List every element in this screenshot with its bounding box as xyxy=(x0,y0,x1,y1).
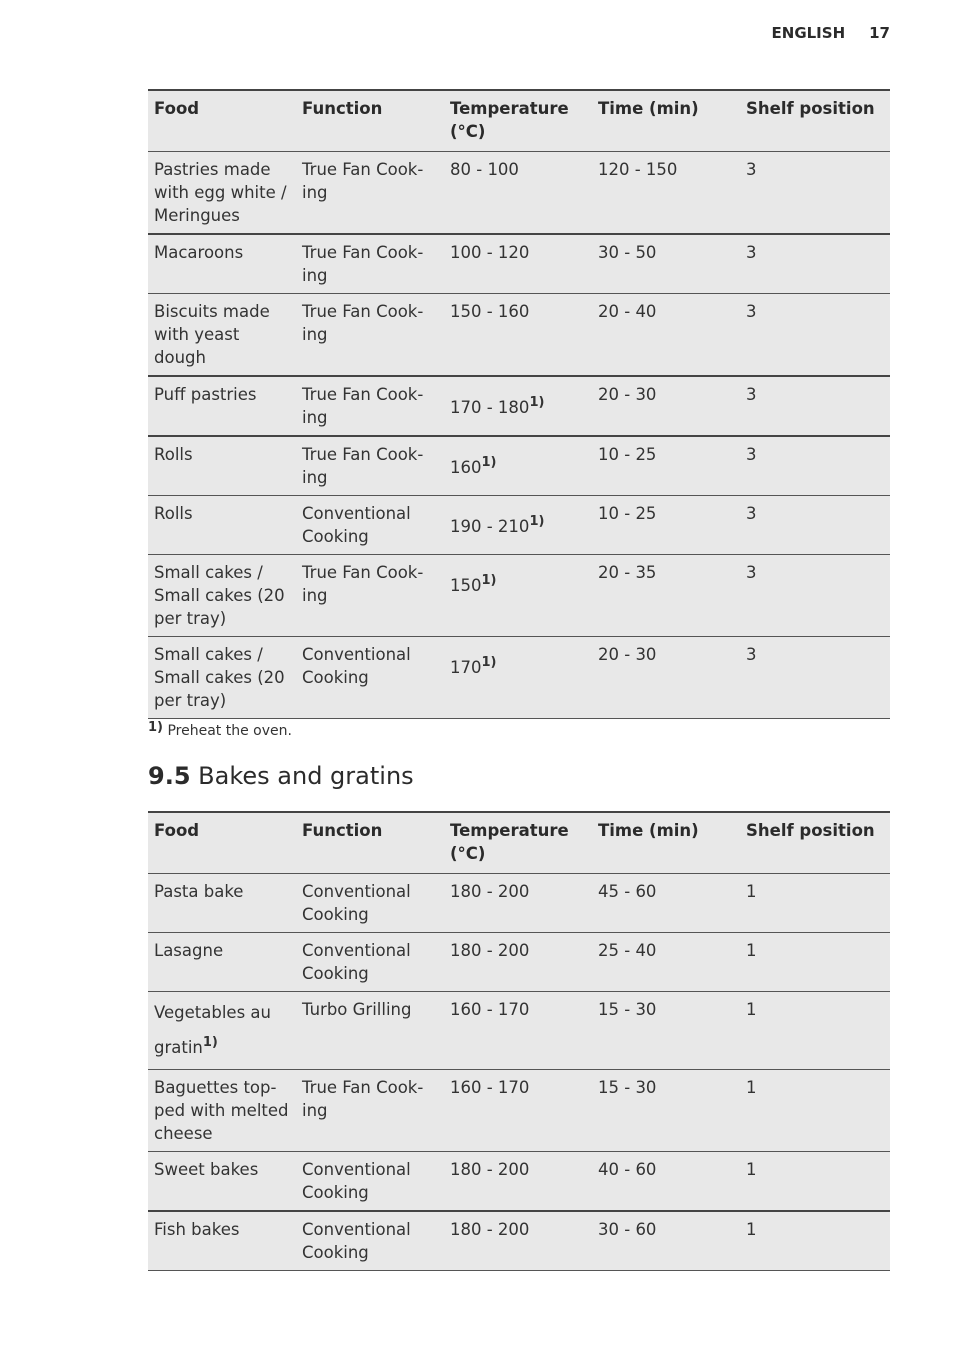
temperature-cell xyxy=(444,152,592,235)
function-cell: True Fan Cook-ing xyxy=(302,302,424,344)
function-cell: True Fan Cook-ing xyxy=(302,1078,424,1120)
time-cell: 45 - 60 xyxy=(598,882,657,901)
table-row xyxy=(148,992,890,1070)
temperature-value: 170 xyxy=(450,658,482,677)
temperature-with-note xyxy=(450,383,544,419)
temperature-cell xyxy=(444,234,592,294)
footnote-mark: 1) xyxy=(148,720,163,735)
time-cell: 20 - 40 xyxy=(598,302,657,321)
food-cell: Macaroons xyxy=(154,243,244,262)
table-row xyxy=(148,496,890,555)
food-cell xyxy=(148,933,296,992)
food-value: Sweet bakes xyxy=(154,1160,259,1179)
col-header-shelf: Shelf position xyxy=(746,99,875,118)
temperature-cell: 180 - 200 xyxy=(450,1220,530,1239)
table-row xyxy=(148,294,890,377)
temperature-cell xyxy=(444,436,592,496)
table-row xyxy=(148,1070,890,1152)
temperature-with-note xyxy=(450,643,497,679)
col-header-temperature: Temperature (°C) xyxy=(450,99,569,141)
time-cell: 40 - 60 xyxy=(598,1160,657,1179)
food-cell: Rolls xyxy=(154,445,193,464)
footnote-ref: 1) xyxy=(529,395,545,410)
temperature-cell xyxy=(444,637,592,719)
section-title: Bakes and gratins xyxy=(198,762,414,790)
shelf-cell: 1 xyxy=(746,1160,757,1179)
table-row xyxy=(148,152,890,235)
shelf-cell: 1 xyxy=(746,1078,757,1097)
baking-table xyxy=(148,89,890,719)
col-header-shelf: Shelf position xyxy=(746,821,875,840)
function-cell: True Fan Cook-ing xyxy=(302,243,424,285)
time-cell: 20 - 30 xyxy=(598,385,657,404)
temperature-with-note xyxy=(450,502,544,538)
time-cell: 10 - 25 xyxy=(598,504,657,523)
temperature-value: 190 - 210 xyxy=(450,517,530,536)
function-cell: Conventional Cooking xyxy=(302,1160,411,1202)
footnote-text: Preheat the oven. xyxy=(167,723,292,739)
footnote-ref: 1) xyxy=(481,573,497,588)
food-cell xyxy=(148,992,296,1070)
table-row xyxy=(148,1152,890,1212)
temperature-cell xyxy=(444,376,592,436)
time-cell: 20 - 35 xyxy=(598,563,657,582)
time-cell: 20 - 30 xyxy=(598,645,657,664)
col-header-food: Food xyxy=(154,821,200,840)
function-cell: Conventional Cooking xyxy=(302,645,411,687)
col-header-time: Time (min) xyxy=(598,99,699,118)
footnote xyxy=(148,720,292,739)
col-header-function: Function xyxy=(302,821,383,840)
temperature-value: 150 - 160 xyxy=(450,302,530,321)
shelf-cell: 3 xyxy=(746,645,757,664)
food-cell xyxy=(148,1070,296,1152)
food-cell: Rolls xyxy=(154,504,193,523)
temperature-value: 80 - 100 xyxy=(450,160,519,179)
table-row xyxy=(148,637,890,719)
function-cell: Conventional Cooking xyxy=(302,941,411,983)
shelf-cell: 3 xyxy=(746,563,757,582)
food-cell: Biscuits made with yeast dough xyxy=(154,302,270,367)
bakes-gratins-table-body xyxy=(148,874,890,1271)
temperature-cell xyxy=(444,555,592,637)
table-row xyxy=(148,555,890,637)
shelf-cell: 1 xyxy=(746,1220,757,1239)
shelf-cell: 3 xyxy=(746,243,757,262)
section-number: 9.5 xyxy=(148,762,191,790)
table-row xyxy=(148,376,890,436)
table-row xyxy=(148,436,890,496)
table-row xyxy=(148,874,890,933)
food-cell: Small cakes / Small cakes (20 per tray) xyxy=(154,645,285,710)
temperature-with-note xyxy=(450,443,497,479)
time-cell: 10 - 25 xyxy=(598,445,657,464)
time-cell: 15 - 30 xyxy=(598,1078,657,1097)
time-cell: 15 - 30 xyxy=(598,1000,657,1019)
language-label: ENGLISH xyxy=(771,24,846,42)
shelf-cell: 3 xyxy=(746,504,757,523)
page-header xyxy=(772,24,890,42)
time-cell: 30 - 50 xyxy=(598,243,657,262)
table-row xyxy=(148,234,890,294)
col-header-food: Food xyxy=(154,99,200,118)
function-cell: True Fan Cook-ing xyxy=(302,160,424,202)
temperature-value: 150 xyxy=(450,576,482,595)
food-cell xyxy=(148,1211,296,1271)
time-cell: 30 - 60 xyxy=(598,1220,657,1239)
function-cell: Conventional Cooking xyxy=(302,882,411,924)
table-row xyxy=(148,1211,890,1271)
section-heading xyxy=(148,762,414,790)
time-cell: 25 - 40 xyxy=(598,941,657,960)
temperature-value: 170 - 180 xyxy=(450,398,530,417)
page-number: 17 xyxy=(869,24,890,42)
baking-table-body xyxy=(148,152,890,719)
function-cell: Turbo Grilling xyxy=(302,1000,412,1019)
function-cell: True Fan Cook-ing xyxy=(302,563,424,605)
temperature-cell: 160 - 170 xyxy=(450,1000,530,1019)
col-header-time: Time (min) xyxy=(598,821,699,840)
footnote-ref: 1) xyxy=(481,455,497,470)
col-header-function: Function xyxy=(302,99,383,118)
shelf-cell: 1 xyxy=(746,941,757,960)
function-cell: Conventional Cooking xyxy=(302,1220,411,1262)
col-header-temperature: Temperature (°C) xyxy=(450,821,569,863)
temperature-cell xyxy=(444,294,592,377)
function-cell: Conventional Cooking xyxy=(302,504,411,546)
food-cell xyxy=(148,1152,296,1212)
function-cell: True Fan Cook-ing xyxy=(302,445,424,487)
bakes-gratins-table xyxy=(148,811,890,1271)
footnote-ref: 1) xyxy=(202,1035,218,1050)
food-value: Pasta bake xyxy=(154,882,244,901)
temperature-value: 160 xyxy=(450,458,482,477)
food-value: Vegetables au gratin xyxy=(154,1003,271,1057)
temperature-cell: 180 - 200 xyxy=(450,941,530,960)
shelf-cell: 1 xyxy=(746,1000,757,1019)
food-value: Lasagne xyxy=(154,941,224,960)
shelf-cell: 1 xyxy=(746,882,757,901)
footnote-ref: 1) xyxy=(529,514,545,529)
table-header-row xyxy=(148,812,890,874)
temperature-cell xyxy=(444,496,592,555)
footnote-ref: 1) xyxy=(481,655,497,670)
food-value: Fish bakes xyxy=(154,1220,240,1239)
temperature-cell: 180 - 200 xyxy=(450,1160,530,1179)
shelf-cell: 3 xyxy=(746,302,757,321)
table-row xyxy=(148,933,890,992)
food-cell xyxy=(148,874,296,933)
time-cell: 120 - 150 xyxy=(598,160,678,179)
temperature-value: 100 - 120 xyxy=(450,243,530,262)
function-cell: True Fan Cook-ing xyxy=(302,385,424,427)
shelf-cell: 3 xyxy=(746,445,757,464)
temperature-with-note xyxy=(450,561,497,597)
food-cell: Pastries made with egg white / Meringues xyxy=(154,160,287,225)
shelf-cell: 3 xyxy=(746,160,757,179)
food-cell: Small cakes / Small cakes (20 per tray) xyxy=(154,563,285,628)
shelf-cell: 3 xyxy=(746,385,757,404)
temperature-cell: 180 - 200 xyxy=(450,882,530,901)
food-cell: Puff pastries xyxy=(154,385,257,404)
table-header-row xyxy=(148,90,890,152)
food-value: Baguettes top-ped with melted cheese xyxy=(154,1078,289,1143)
temperature-cell: 160 - 170 xyxy=(450,1078,530,1097)
